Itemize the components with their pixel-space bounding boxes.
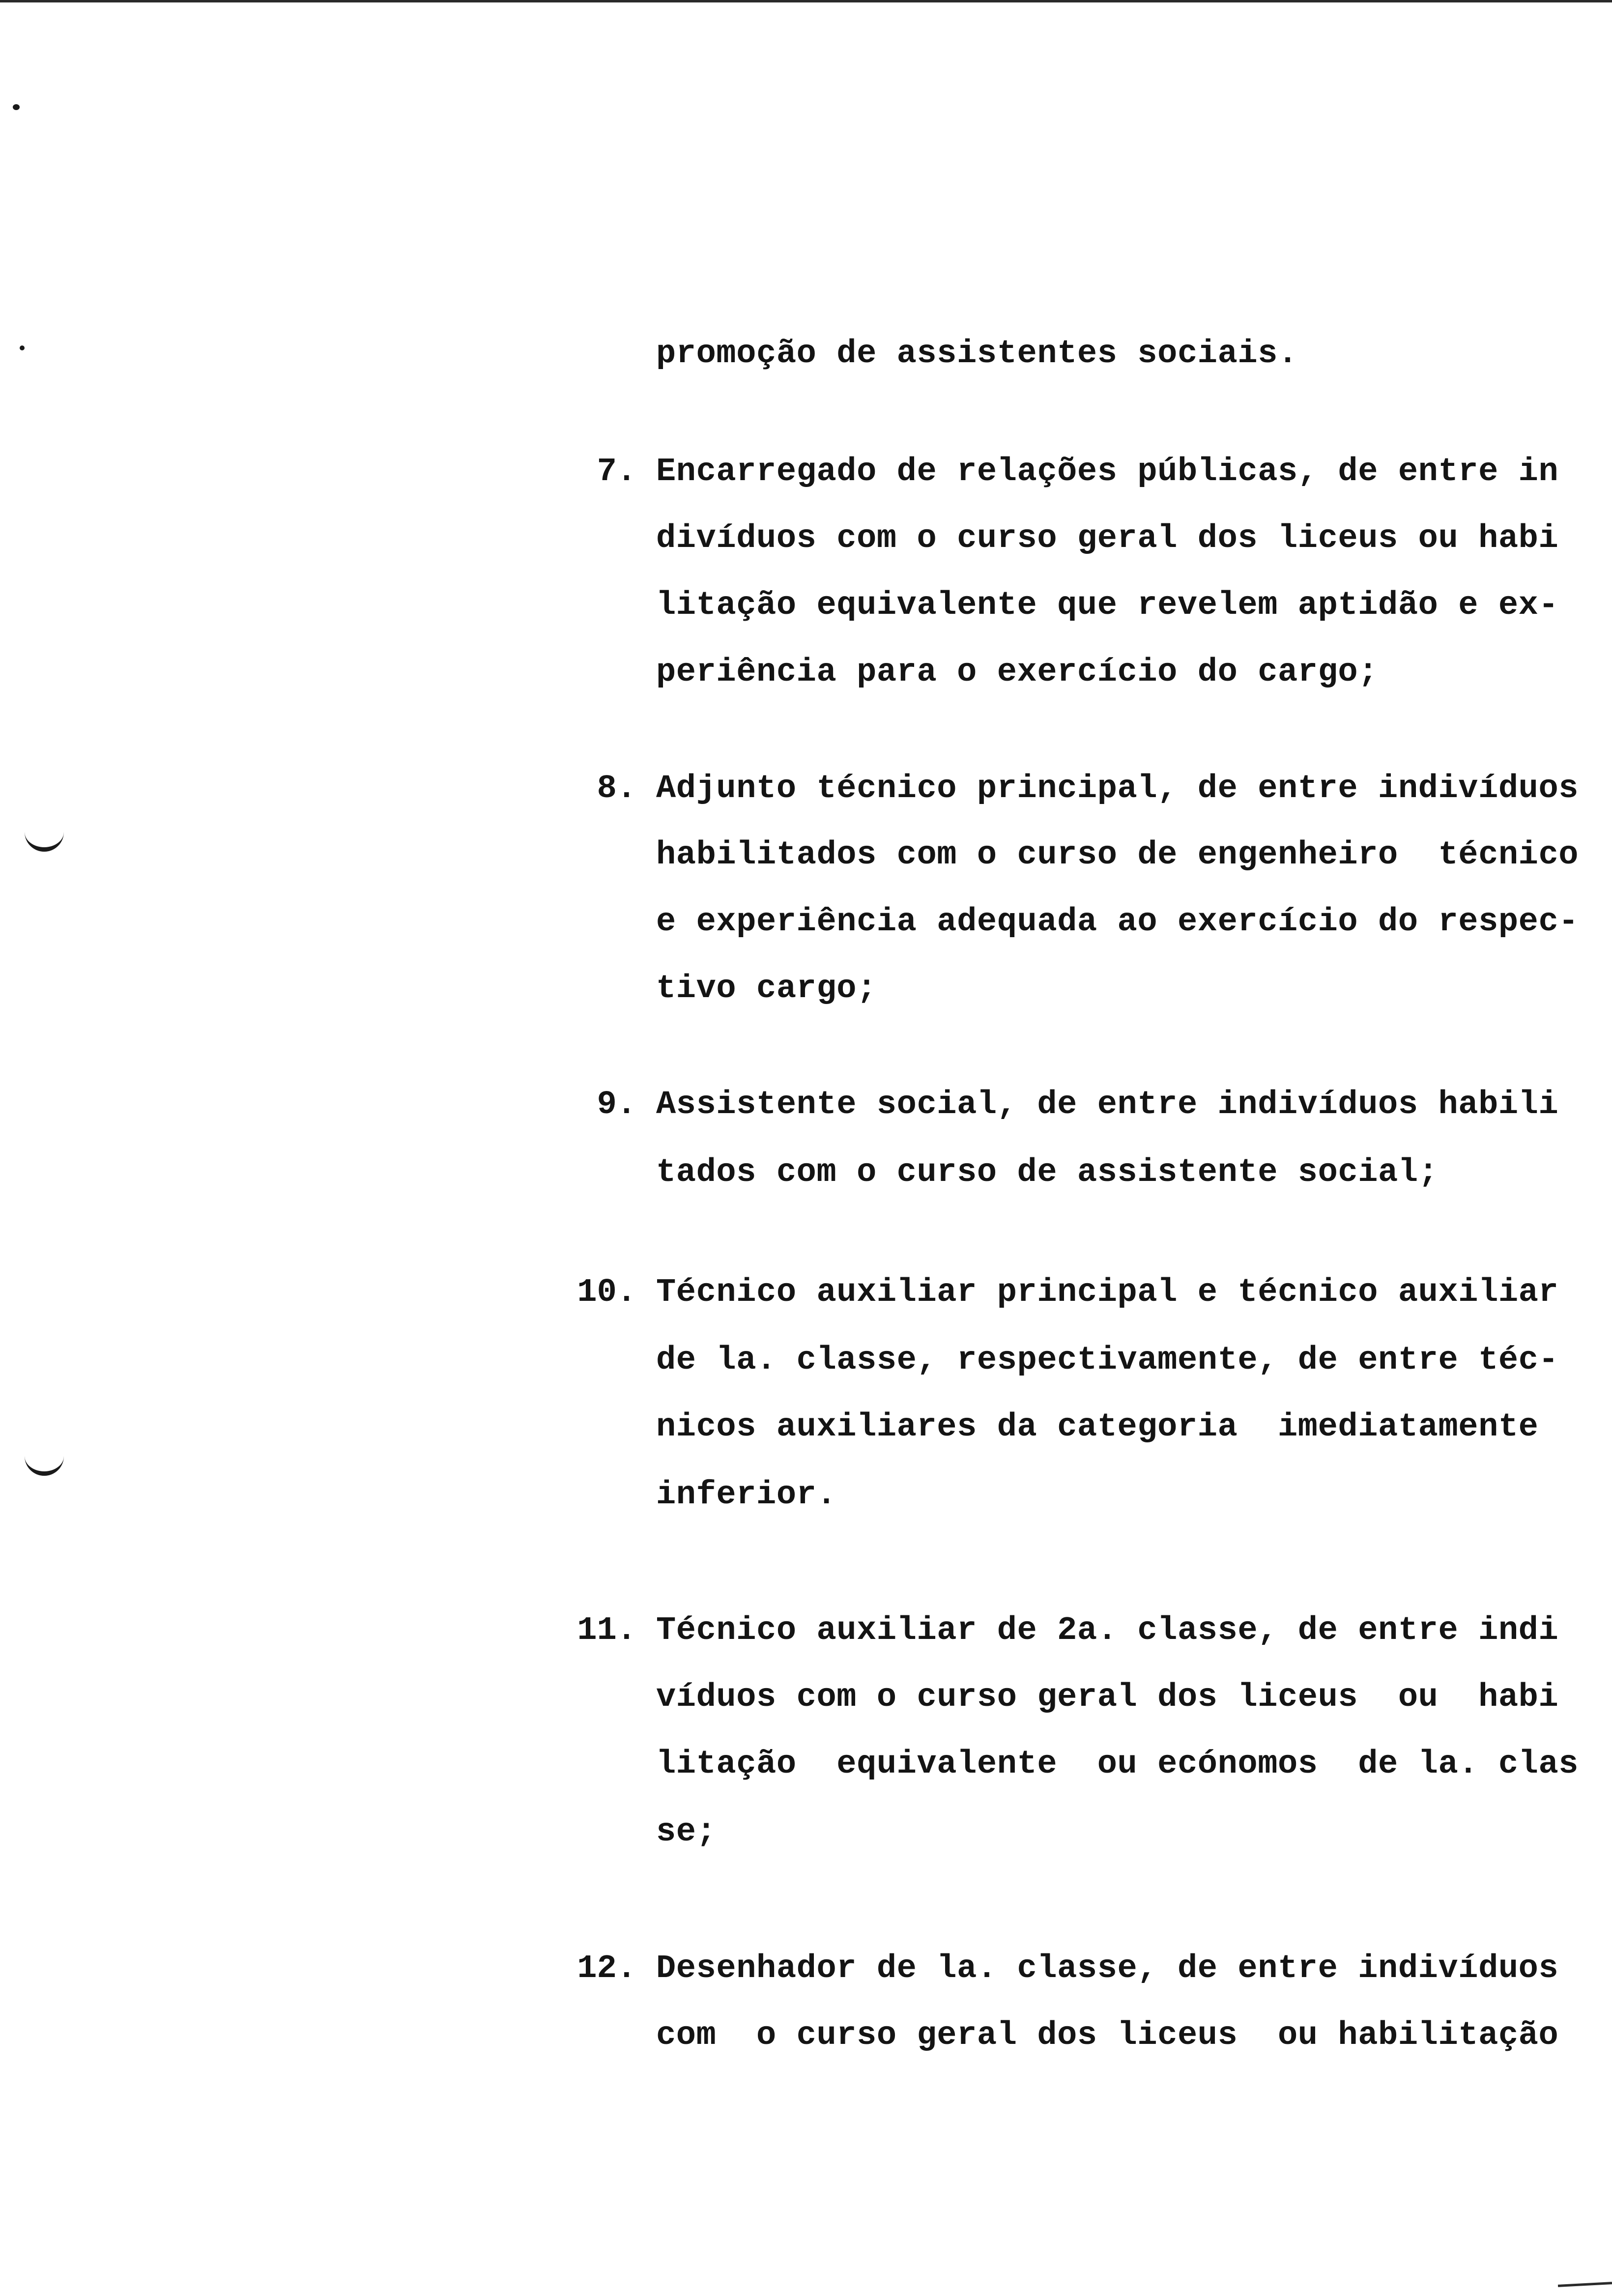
- item-number: 12.: [577, 1950, 636, 1987]
- item-line: Encarregado de relações públicas, de entre in: [656, 453, 1559, 490]
- intro-line: promoção de assistentes sociais.: [656, 335, 1298, 373]
- item-line: nicos auxiliares da categoria imediatamente: [656, 1408, 1539, 1446]
- punch-hole-mark: [25, 831, 64, 852]
- item-line: tados com o curso de assistente social;: [656, 1154, 1439, 1191]
- item-line: Técnico auxiliar principal e técnico auxiliar: [656, 1274, 1559, 1311]
- item-line: de la. classe, respectivamente, de entre téc-: [656, 1342, 1559, 1379]
- item-number: 9.: [597, 1086, 636, 1123]
- item-number: 10.: [577, 1274, 636, 1311]
- punch-hole-mark: [25, 1455, 64, 1476]
- item-line: Assistente social, de entre indivíduos habili: [656, 1086, 1559, 1123]
- item-number: 11.: [577, 1612, 636, 1649]
- item-line: divíduos com o curso geral dos liceus ou habi: [656, 520, 1559, 557]
- bottom-scan-mark: [1558, 2282, 1612, 2287]
- scan-speck: [20, 345, 25, 350]
- item-number: 7.: [597, 453, 636, 490]
- item-line: víduos com o curso geral dos liceus ou habi: [656, 1679, 1559, 1716]
- item-line: e experiência adequada ao exercício do respec-: [656, 903, 1579, 941]
- item-number: 8.: [597, 770, 636, 807]
- top-scan-edge: [0, 0, 1612, 2]
- item-line: litação equivalente ou ecónomos de la. clas: [656, 1746, 1579, 1783]
- item-line: Desenhador de la. classe, de entre indivíduos: [656, 1950, 1559, 1987]
- item-line: Adjunto técnico principal, de entre indivíduos: [656, 770, 1579, 807]
- item-line: inferior.: [656, 1476, 837, 1514]
- item-line: Técnico auxiliar de 2a. classe, de entre indi: [656, 1612, 1559, 1649]
- item-line: periência para o exercício do cargo;: [656, 654, 1379, 691]
- item-line: tivo cargo;: [656, 970, 877, 1007]
- scan-speck: [13, 104, 20, 110]
- item-line: litação equivalente que revelem aptidão e ex-: [656, 587, 1559, 624]
- item-line: habilitados com o curso de engenheiro técnico: [656, 836, 1579, 874]
- item-line: se;: [656, 1813, 717, 1851]
- item-line: com o curso geral dos liceus ou habilitação: [656, 2017, 1559, 2054]
